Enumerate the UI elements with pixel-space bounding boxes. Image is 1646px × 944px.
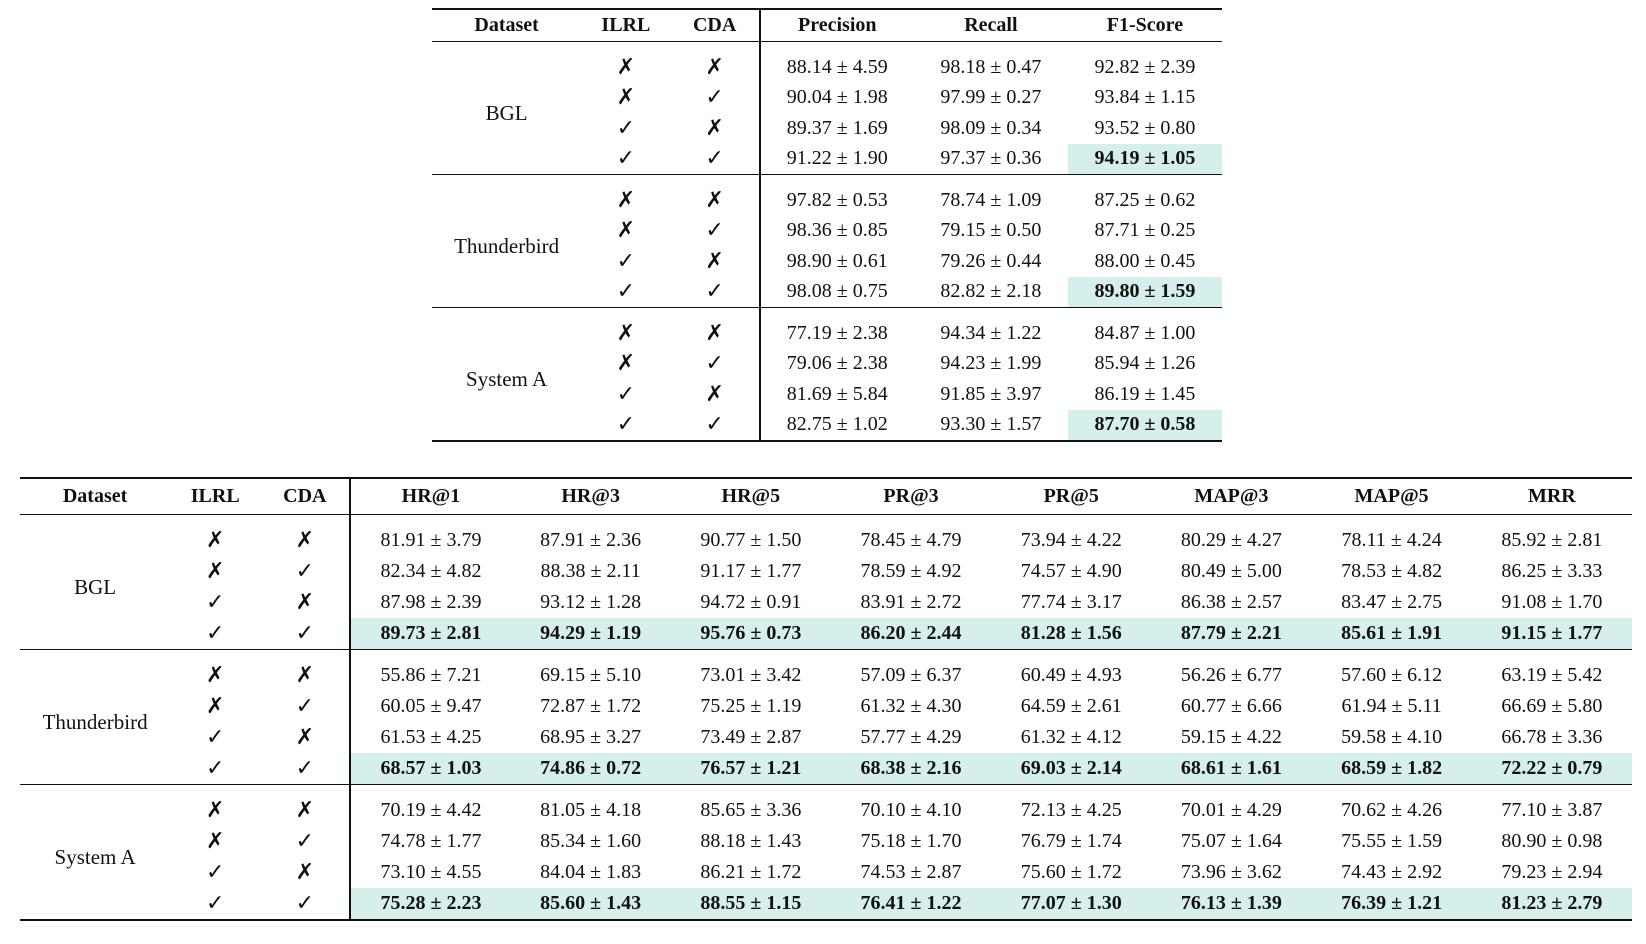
- check-icon: ✓: [295, 559, 315, 584]
- metric-value: 76.13 ± 1.39: [1151, 888, 1311, 920]
- column-header: HR@1: [350, 478, 510, 515]
- metric-value: 68.95 ± 3.27: [540, 726, 642, 748]
- metric-value: 91.22 ± 1.90: [760, 144, 914, 175]
- metric-value: 74.78 ± 1.77: [350, 826, 510, 857]
- metric-value: 77.07 ± 1.30: [991, 888, 1151, 920]
- metric-value: 68.59 ± 1.82: [1312, 753, 1472, 785]
- metric-value: 86.38 ± 2.57: [1180, 591, 1282, 613]
- check-icon: ✓: [616, 279, 636, 305]
- metric-value: 79.06 ± 2.38: [760, 349, 914, 380]
- metric-value: 87.91 ± 2.36: [540, 529, 642, 551]
- check-icon: ✓: [206, 891, 225, 916]
- column-header: Recall: [914, 9, 1068, 42]
- metric-value: 56.26 ± 6.77: [1151, 650, 1311, 692]
- check-icon: ✓: [206, 860, 225, 885]
- metric-value: 78.74 ± 1.09: [914, 175, 1068, 216]
- check-icon: ✓: [705, 218, 724, 244]
- metric-value: 66.78 ± 3.36: [1501, 726, 1603, 748]
- metric-value: 89.80 ± 1.59: [1068, 277, 1222, 308]
- metric-value: 98.08 ± 0.75: [760, 277, 914, 308]
- check-icon: ✓: [295, 621, 315, 646]
- metric-value: 57.09 ± 6.37: [831, 650, 991, 692]
- metric-value: 87.71 ± 0.25: [1094, 219, 1196, 242]
- check-icon: ✓: [295, 694, 315, 719]
- metric-value: 74.43 ± 2.92: [1341, 861, 1443, 883]
- column-header: Dataset: [432, 9, 581, 42]
- metric-value: 78.53 ± 4.82: [1341, 560, 1443, 582]
- check-icon: ✓: [295, 829, 315, 854]
- cross-icon: ✗: [206, 829, 225, 854]
- metric-value: 69.03 ± 2.14: [991, 753, 1151, 785]
- cross-icon: ✗: [170, 785, 260, 827]
- metric-value: 77.19 ± 2.38: [760, 308, 914, 349]
- table-header-row: [20, 478, 1632, 515]
- metric-value: 76.41 ± 1.22: [831, 888, 991, 920]
- metric-value: 76.79 ± 1.74: [1020, 830, 1122, 852]
- metric-value: 78.45 ± 4.79: [860, 529, 962, 551]
- metric-value: 97.99 ± 0.27: [940, 86, 1042, 109]
- table-row: [20, 556, 1632, 587]
- metric-value: 89.73 ± 2.81: [350, 618, 510, 650]
- column-header: MRR: [1472, 478, 1632, 515]
- metric-value: 73.10 ± 4.55: [350, 857, 510, 888]
- table-row: [20, 826, 1632, 857]
- table-row: [432, 175, 1222, 216]
- dataset-group: [20, 785, 1632, 921]
- cross-icon: ✗: [705, 115, 724, 141]
- cross-icon: ✗: [616, 54, 636, 80]
- metric-value: 70.10 ± 4.10: [831, 785, 991, 827]
- check-icon: ✓: [616, 146, 636, 172]
- check-icon: ✓: [616, 381, 636, 407]
- metric-value: 82.82 ± 2.18: [940, 280, 1042, 303]
- metric-value: 97.82 ± 0.53: [760, 175, 914, 216]
- dataset-name: BGL: [485, 100, 528, 125]
- metric-value: 70.62 ± 4.26: [1312, 785, 1472, 827]
- cross-icon: ✗: [616, 85, 636, 111]
- metric-value: 95.76 ± 0.73: [671, 618, 831, 650]
- cross-icon: ✗: [260, 650, 350, 692]
- metric-value: 81.05 ± 4.18: [511, 785, 671, 827]
- metric-value: 68.61 ± 1.61: [1151, 753, 1311, 785]
- cross-icon: ✗: [581, 175, 670, 216]
- metric-value: 85.61 ± 1.91: [1312, 618, 1472, 650]
- check-icon: ✓: [705, 351, 724, 377]
- metric-value: 97.37 ± 0.36: [940, 147, 1042, 170]
- metric-value: 94.19 ± 1.05: [1068, 144, 1222, 175]
- cross-icon: ✗: [671, 175, 760, 216]
- metric-value: 88.14 ± 4.59: [760, 42, 914, 83]
- dataset-name: System A: [20, 785, 170, 921]
- metric-value: 68.38 ± 2.16: [831, 753, 991, 785]
- metric-value: 66.69 ± 5.80: [1501, 695, 1603, 717]
- metric-value: 91.08 ± 1.70: [1501, 591, 1603, 613]
- metric-value: 94.29 ± 1.19: [511, 618, 671, 650]
- metric-value: 93.52 ± 0.80: [1094, 116, 1196, 139]
- metric-value: 83.91 ± 2.72: [860, 591, 962, 613]
- metric-value: 81.23 ± 2.79: [1472, 888, 1632, 920]
- cross-icon: ✗: [206, 694, 225, 719]
- metric-value: 77.74 ± 3.17: [1020, 591, 1122, 613]
- metric-value: 94.34 ± 1.22: [914, 308, 1068, 349]
- metric-value: 73.49 ± 2.87: [700, 726, 802, 748]
- metric-value: 74.53 ± 2.87: [860, 861, 962, 883]
- table-row: [20, 888, 1632, 920]
- metric-value: 63.19 ± 5.42: [1472, 650, 1632, 692]
- metric-value: 81.69 ± 5.84: [760, 379, 914, 410]
- metric-value: 88.18 ± 1.43: [700, 830, 802, 852]
- metric-value: 70.19 ± 4.42: [350, 785, 510, 827]
- table-row: [20, 618, 1632, 650]
- metric-value: 72.87 ± 1.72: [540, 695, 642, 717]
- check-icon: ✓: [705, 279, 724, 305]
- dataset-group: [432, 42, 1222, 175]
- table-row: [20, 587, 1632, 618]
- metric-value: 73.94 ± 4.22: [1020, 529, 1122, 551]
- check-icon: ✓: [206, 590, 225, 615]
- metric-value: 88.55 ± 1.15: [671, 888, 831, 920]
- check-icon: ✓: [616, 412, 636, 438]
- table-row: [20, 691, 1632, 722]
- table-row: [432, 308, 1222, 349]
- table-row: [20, 515, 1632, 557]
- metric-value: 57.77 ± 4.29: [860, 726, 962, 748]
- column-header: HR@5: [671, 478, 831, 515]
- metric-value: 80.29 ± 4.27: [1180, 529, 1282, 551]
- metric-value: 87.79 ± 2.21: [1151, 618, 1311, 650]
- metric-value: 82.75 ± 1.02: [760, 410, 914, 442]
- dataset-name: Thunderbird: [432, 175, 581, 308]
- metric-value: 64.59 ± 2.61: [1020, 695, 1122, 717]
- dataset-group: [432, 308, 1222, 442]
- column-header: CDA: [671, 9, 760, 42]
- metric-value: 86.19 ± 1.45: [1094, 382, 1196, 405]
- check-icon: ✓: [616, 115, 636, 141]
- results-table-classification: [432, 8, 1222, 442]
- metric-value: 94.72 ± 0.91: [700, 591, 802, 613]
- cross-icon: ✗: [260, 785, 350, 827]
- metric-value: 70.01 ± 4.29: [1151, 785, 1311, 827]
- cross-icon: ✗: [295, 528, 315, 553]
- column-header: Dataset: [20, 478, 170, 515]
- check-icon: ✓: [295, 756, 315, 781]
- metric-value: 79.23 ± 2.94: [1501, 861, 1603, 883]
- metric-value: 60.77 ± 6.66: [1180, 695, 1282, 717]
- cross-icon: ✗: [206, 559, 225, 584]
- metric-value: 75.18 ± 1.70: [860, 830, 962, 852]
- cross-icon: ✗: [705, 54, 724, 80]
- table-header-row: [432, 9, 1222, 42]
- metric-value: 98.90 ± 0.61: [760, 246, 914, 277]
- metric-value: 75.60 ± 1.72: [1020, 861, 1122, 883]
- cross-icon: ✗: [671, 308, 760, 349]
- column-header: F1-Score: [1068, 9, 1222, 42]
- metric-value: 85.60 ± 1.43: [511, 888, 671, 920]
- metric-value: 59.15 ± 4.22: [1180, 726, 1282, 748]
- column-header: PR@5: [991, 478, 1151, 515]
- metric-value: 94.23 ± 1.99: [940, 352, 1042, 375]
- metric-value: 86.20 ± 2.44: [831, 618, 991, 650]
- dataset-name: System A: [432, 308, 581, 442]
- metric-value: 87.70 ± 0.58: [1068, 410, 1222, 442]
- cross-icon: ✗: [581, 308, 670, 349]
- column-header: HR@3: [511, 478, 671, 515]
- metric-value: 83.47 ± 2.75: [1341, 591, 1443, 613]
- column-header: PR@3: [831, 478, 991, 515]
- table-row: [20, 650, 1632, 692]
- metric-value: 73.96 ± 3.62: [1180, 861, 1282, 883]
- metric-value: 91.15 ± 1.77: [1472, 618, 1632, 650]
- check-icon: ✓: [295, 891, 315, 916]
- metric-value: 61.53 ± 4.25: [350, 722, 510, 753]
- cross-icon: ✗: [705, 248, 724, 274]
- metric-value: 72.22 ± 0.79: [1472, 753, 1632, 785]
- metric-value: 77.10 ± 3.87: [1472, 785, 1632, 827]
- metric-value: 87.98 ± 2.39: [350, 587, 510, 618]
- table-row: [432, 42, 1222, 83]
- column-header: MAP@3: [1151, 478, 1311, 515]
- metric-value: 84.04 ± 1.83: [540, 861, 642, 883]
- metric-value: 86.25 ± 3.33: [1501, 560, 1603, 582]
- column-header: CDA: [260, 478, 350, 515]
- dataset-name: Thunderbird: [20, 650, 170, 785]
- check-icon: ✓: [616, 248, 636, 274]
- metric-value: 88.38 ± 2.11: [540, 560, 641, 582]
- metric-value: 68.57 ± 1.03: [350, 753, 510, 785]
- metric-value: 76.57 ± 1.21: [671, 753, 831, 785]
- metric-value: 78.59 ± 4.92: [860, 560, 962, 582]
- check-icon: ✓: [206, 725, 225, 750]
- cross-icon: ✗: [295, 725, 315, 750]
- metric-value: 75.55 ± 1.59: [1341, 830, 1443, 852]
- metric-value: 93.30 ± 1.57: [940, 413, 1042, 436]
- results-table-ranking: [20, 477, 1632, 921]
- metric-value: 98.36 ± 0.85: [760, 216, 914, 247]
- dataset-group: [432, 175, 1222, 308]
- metric-value: 85.65 ± 3.36: [671, 785, 831, 827]
- metric-value: 61.94 ± 5.11: [1341, 695, 1442, 717]
- column-header: Precision: [760, 9, 914, 42]
- metric-value: 69.15 ± 5.10: [511, 650, 671, 692]
- table-row: [20, 753, 1632, 785]
- column-header: ILRL: [581, 9, 670, 42]
- dataset-group: [20, 650, 1632, 785]
- metric-value: 74.57 ± 4.90: [1020, 560, 1122, 582]
- metric-value: 82.34 ± 4.82: [350, 556, 510, 587]
- cross-icon: ✗: [295, 590, 315, 615]
- metric-value: 60.05 ± 9.47: [350, 691, 510, 722]
- dataset-group: [20, 515, 1632, 650]
- metric-value: 73.01 ± 3.42: [671, 650, 831, 692]
- metric-value: 75.28 ± 2.23: [350, 888, 510, 920]
- metric-value: 61.32 ± 4.12: [1020, 726, 1122, 748]
- metric-value: 86.21 ± 1.72: [700, 861, 802, 883]
- metric-value: 78.11 ± 4.24: [1341, 529, 1442, 551]
- metric-value: 81.28 ± 1.56: [991, 618, 1151, 650]
- metric-value: 72.13 ± 4.25: [991, 785, 1151, 827]
- cross-icon: ✗: [170, 650, 260, 692]
- metric-value: 93.12 ± 1.28: [540, 591, 642, 613]
- metric-value: 80.49 ± 5.00: [1180, 560, 1282, 582]
- metric-value: 87.25 ± 0.62: [1068, 175, 1222, 216]
- metric-value: 75.25 ± 1.19: [700, 695, 802, 717]
- dataset-name: BGL: [74, 574, 117, 599]
- table-row: [20, 785, 1632, 827]
- metric-value: 90.77 ± 1.50: [700, 529, 802, 551]
- metric-value: 89.37 ± 1.69: [760, 113, 914, 144]
- check-icon: ✓: [705, 146, 724, 172]
- metric-value: 74.86 ± 0.72: [511, 753, 671, 785]
- metric-value: 98.18 ± 0.47: [940, 55, 1042, 78]
- column-header: MAP@5: [1312, 478, 1472, 515]
- metric-value: 76.39 ± 1.21: [1312, 888, 1472, 920]
- table-row: [20, 857, 1632, 888]
- cross-icon: ✗: [705, 381, 724, 407]
- cross-icon: ✗: [616, 351, 636, 377]
- metric-value: 98.09 ± 0.34: [940, 116, 1042, 139]
- metric-value: 88.00 ± 0.45: [1094, 249, 1196, 272]
- metric-value: 85.92 ± 2.81: [1501, 529, 1603, 551]
- metric-value: 84.87 ± 1.00: [1068, 308, 1222, 349]
- metric-value: 55.86 ± 7.21: [350, 650, 510, 692]
- metric-value: 61.32 ± 4.30: [860, 695, 962, 717]
- metric-value: 91.17 ± 1.77: [700, 560, 802, 582]
- metric-value: 60.49 ± 4.93: [991, 650, 1151, 692]
- metric-value: 79.26 ± 0.44: [940, 249, 1042, 272]
- metric-value: 91.85 ± 3.97: [940, 382, 1042, 405]
- check-icon: ✓: [705, 85, 724, 111]
- check-icon: ✓: [206, 621, 225, 646]
- column-header: ILRL: [170, 478, 260, 515]
- metric-value: 59.58 ± 4.10: [1341, 726, 1443, 748]
- table-row: [20, 722, 1632, 753]
- metric-value: 81.91 ± 3.79: [350, 515, 510, 557]
- cross-icon: ✗: [206, 528, 225, 553]
- metric-value: 92.82 ± 2.39: [1094, 55, 1196, 78]
- metric-value: 93.84 ± 1.15: [1094, 86, 1196, 109]
- cross-icon: ✗: [295, 860, 315, 885]
- metric-value: 75.07 ± 1.64: [1180, 830, 1282, 852]
- metric-value: 79.15 ± 0.50: [940, 219, 1042, 242]
- check-icon: ✓: [705, 412, 724, 438]
- metric-value: 80.90 ± 0.98: [1501, 830, 1603, 852]
- metric-value: 57.60 ± 6.12: [1312, 650, 1472, 692]
- metric-value: 85.34 ± 1.60: [540, 830, 642, 852]
- metric-value: 85.94 ± 1.26: [1094, 352, 1196, 375]
- metric-value: 90.04 ± 1.98: [760, 83, 914, 114]
- check-icon: ✓: [206, 756, 225, 781]
- cross-icon: ✗: [616, 218, 636, 244]
